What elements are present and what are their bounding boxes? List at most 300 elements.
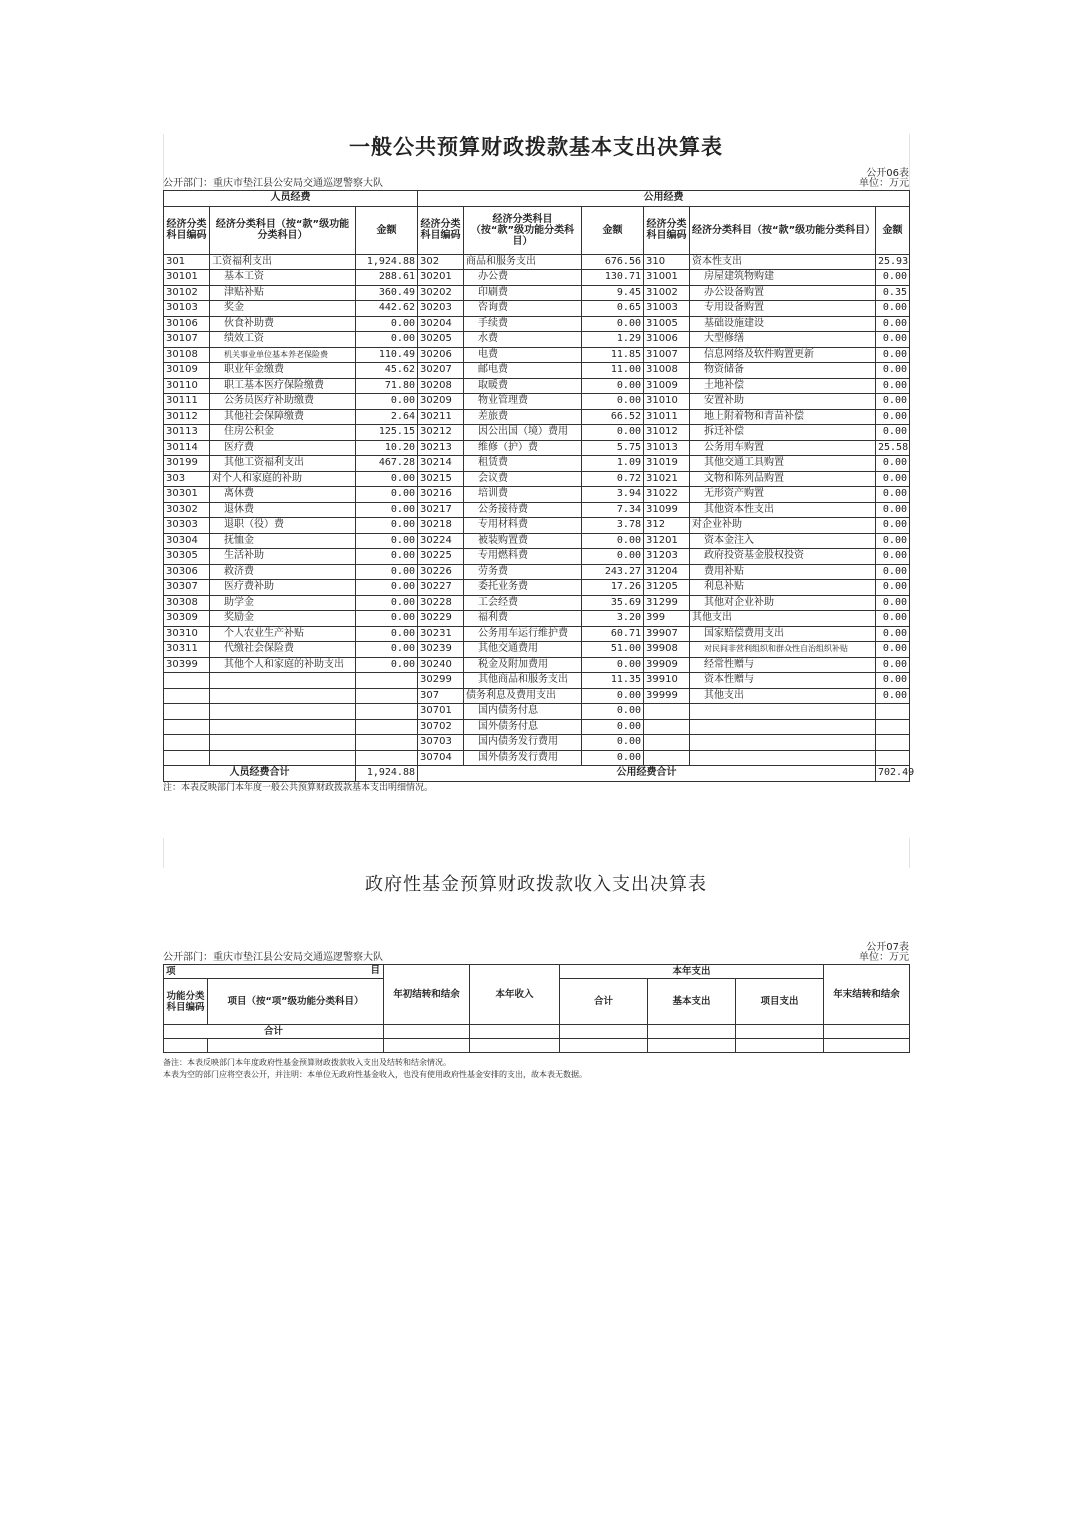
cell-name: 地上附着物和青苗补偿 <box>690 409 876 425</box>
cell-name: 邮电费 <box>464 363 582 379</box>
cell-amount: 130.71 <box>582 270 644 286</box>
cell-amount: 9.45 <box>582 285 644 301</box>
cell-code: 31007 <box>644 347 690 363</box>
cell-amount: 0.00 <box>356 564 418 580</box>
empty-cell <box>164 1039 208 1053</box>
cell-amount: 0.00 <box>876 363 910 379</box>
cell-amount: 11.85 <box>582 347 644 363</box>
cell-name: 咨询费 <box>464 301 582 317</box>
cell-amount: 0.00 <box>876 425 910 441</box>
cell-name: 奖励金 <box>210 611 356 627</box>
cell-amount: 0.35 <box>876 285 910 301</box>
cell-amount: 0.00 <box>356 332 418 348</box>
cell-code: 30199 <box>164 456 210 472</box>
table-row <box>164 688 910 704</box>
cell-amount: 0.00 <box>876 595 910 611</box>
cell-amount: 0.00 <box>876 642 910 658</box>
table2-unit: 单位：万元 <box>859 952 909 963</box>
cell-name: 工会经费 <box>464 595 582 611</box>
col-code-header: 经济分类科目编码 <box>418 206 464 254</box>
cell-name: 办公费 <box>464 270 582 286</box>
empty-cell <box>384 1039 470 1053</box>
cell-amount: 0.00 <box>582 549 644 565</box>
table-row <box>164 409 910 425</box>
cell-name <box>690 719 876 735</box>
cell-amount: 0.00 <box>876 332 910 348</box>
table-row <box>164 347 910 363</box>
cell-code: 30211 <box>418 409 464 425</box>
cell-code: 31204 <box>644 564 690 580</box>
cell-code: 30310 <box>164 626 210 642</box>
cell-name: 专用材料费 <box>464 518 582 534</box>
cell-amount <box>356 719 418 735</box>
cell-code: 30114 <box>164 440 210 456</box>
cell-amount: 0.00 <box>582 394 644 410</box>
table-row <box>164 363 910 379</box>
income-header: 本年收入 <box>470 965 560 1025</box>
total-cell <box>384 1025 470 1039</box>
cell-name: 其他商品和服务支出 <box>464 673 582 689</box>
cell-name: 政府投资基金股权投资 <box>690 549 876 565</box>
cell-code: 30213 <box>418 440 464 456</box>
table1-dept: 公开部门：重庆市垫江县公安局交通巡逻警察大队 <box>163 178 383 189</box>
cell-amount: 1.29 <box>582 332 644 348</box>
empty-cell <box>470 1039 560 1053</box>
cell-amount: 442.62 <box>356 301 418 317</box>
cell-code <box>164 750 210 766</box>
cell-name: 债务利息及费用支出 <box>464 688 582 704</box>
table-row <box>164 719 910 735</box>
cell-code <box>644 735 690 751</box>
cell-amount: 0.00 <box>876 316 910 332</box>
cell-name: 退职（役）费 <box>210 518 356 534</box>
table-row <box>164 595 910 611</box>
cell-code: 30305 <box>164 549 210 565</box>
cell-code: 31022 <box>644 487 690 503</box>
cell-amount <box>876 704 910 720</box>
cell-code: 31006 <box>644 332 690 348</box>
cell-code: 30202 <box>418 285 464 301</box>
cell-code: 30203 <box>418 301 464 317</box>
cell-name: 房屋建筑物购建 <box>690 270 876 286</box>
cell-name: 物业管理费 <box>464 394 582 410</box>
table-row <box>164 270 910 286</box>
sheet-gridline <box>909 838 910 868</box>
cell-amount: 0.00 <box>582 533 644 549</box>
cell-name: 电费 <box>464 347 582 363</box>
cell-code: 31011 <box>644 409 690 425</box>
cell-amount: 0.00 <box>582 750 644 766</box>
cell-amount: 0.00 <box>876 378 910 394</box>
cell-name <box>210 688 356 704</box>
cell-code: 31008 <box>644 363 690 379</box>
cell-name: 公务接待费 <box>464 502 582 518</box>
general-budget-table-section <box>163 130 915 795</box>
cell-name: 代缴社会保险费 <box>210 642 356 658</box>
cell-name: 生活补助 <box>210 549 356 565</box>
cell-code: 30299 <box>418 673 464 689</box>
item-name-header: 项目（按“项”级功能分类科目） <box>208 979 384 1025</box>
cell-amount <box>356 750 418 766</box>
table-row <box>164 332 910 348</box>
cell-code: 30304 <box>164 533 210 549</box>
cell-code: 30307 <box>164 580 210 596</box>
cell-name: 公务用车运行维护费 <box>464 626 582 642</box>
cell-code: 30704 <box>418 750 464 766</box>
cell-amount: 110.49 <box>356 347 418 363</box>
cell-amount: 0.00 <box>876 347 910 363</box>
cell-name: 伙食补助费 <box>210 316 356 332</box>
cell-amount: 0.00 <box>876 518 910 534</box>
public-total-value: 702.49 <box>876 766 910 782</box>
cell-name: 职业年金缴费 <box>210 363 356 379</box>
cell-code: 31013 <box>644 440 690 456</box>
total-label: 合计 <box>164 1025 384 1039</box>
cell-code: 30101 <box>164 270 210 286</box>
cell-amount: 0.00 <box>876 533 910 549</box>
cell-name: 其他工资福利支出 <box>210 456 356 472</box>
cell-code: 301 <box>164 254 210 270</box>
cell-name: 助学金 <box>210 595 356 611</box>
table-row <box>164 301 910 317</box>
col-name-header: 经济分类科目（按“款”级功能分类科目） <box>464 206 582 254</box>
cell-amount: 0.00 <box>582 704 644 720</box>
total-cell <box>736 1025 824 1039</box>
cell-name: 劳务费 <box>464 564 582 580</box>
cell-code: 31019 <box>644 456 690 472</box>
cell-code: 30399 <box>164 657 210 673</box>
cell-code: 31099 <box>644 502 690 518</box>
table-row <box>164 735 910 751</box>
table-row <box>164 456 910 472</box>
cell-amount: 25.93 <box>876 254 910 270</box>
table-row <box>164 316 910 332</box>
cell-amount: 0.00 <box>582 378 644 394</box>
cell-name: 其他资本性支出 <box>690 502 876 518</box>
cell-code: 30216 <box>418 487 464 503</box>
cell-name: 公务员医疗补助缴费 <box>210 394 356 410</box>
cell-code: 30309 <box>164 611 210 627</box>
cell-name: 资本性支出 <box>690 254 876 270</box>
table-row <box>164 394 910 410</box>
cell-name: 土地补偿 <box>690 378 876 394</box>
cell-name: 商品和服务支出 <box>464 254 582 270</box>
col-amount-header: 金额 <box>582 206 644 254</box>
cell-code: 31201 <box>644 533 690 549</box>
cell-code: 30207 <box>418 363 464 379</box>
cell-name: 绩效工资 <box>210 332 356 348</box>
cell-name: 国内债务发行费用 <box>464 735 582 751</box>
cell-code: 31009 <box>644 378 690 394</box>
empty-cell <box>736 1039 824 1053</box>
cell-code: 302 <box>418 254 464 270</box>
sheet-gridline <box>909 134 910 194</box>
cell-code: 30701 <box>418 704 464 720</box>
cell-code: 30215 <box>418 471 464 487</box>
table1-unit: 单位：万元 <box>859 178 909 189</box>
table-row <box>164 580 910 596</box>
cell-amount: 0.00 <box>876 502 910 518</box>
cell-name: 会议费 <box>464 471 582 487</box>
cell-code <box>164 735 210 751</box>
cell-name: 培训费 <box>464 487 582 503</box>
cell-code: 30212 <box>418 425 464 441</box>
cell-amount: 0.00 <box>356 487 418 503</box>
cell-name: 工资福利支出 <box>210 254 356 270</box>
cell-name <box>210 750 356 766</box>
cell-amount: 0.00 <box>876 626 910 642</box>
cell-name <box>210 673 356 689</box>
cell-name <box>210 704 356 720</box>
cell-code: 30226 <box>418 564 464 580</box>
empty-cell <box>648 1039 736 1053</box>
cell-name: 大型修缮 <box>690 332 876 348</box>
cell-amount: 0.00 <box>356 518 418 534</box>
cell-name: 个人农业生产补贴 <box>210 626 356 642</box>
cell-code: 30703 <box>418 735 464 751</box>
cell-name: 医疗费 <box>210 440 356 456</box>
empty-cell <box>560 1039 648 1053</box>
table-row <box>164 285 910 301</box>
cell-amount: 467.28 <box>356 456 418 472</box>
cell-amount: 0.00 <box>356 580 418 596</box>
cell-name: 对企业补助 <box>690 518 876 534</box>
cell-amount: 0.00 <box>356 657 418 673</box>
table-row <box>164 518 910 534</box>
cell-amount: 0.00 <box>356 611 418 627</box>
cell-amount: 0.00 <box>582 657 644 673</box>
cell-code: 30201 <box>418 270 464 286</box>
cell-code: 30217 <box>418 502 464 518</box>
cell-code: 30209 <box>418 394 464 410</box>
cell-name: 津贴补贴 <box>210 285 356 301</box>
cell-code: 310 <box>644 254 690 270</box>
cell-code: 30702 <box>418 719 464 735</box>
cell-code: 39907 <box>644 626 690 642</box>
cell-amount: 0.00 <box>356 595 418 611</box>
cell-amount: 51.00 <box>582 642 644 658</box>
cell-amount: 0.00 <box>356 316 418 332</box>
cell-name: 专用燃料费 <box>464 549 582 565</box>
cell-code: 39999 <box>644 688 690 704</box>
cell-name: 对个人和家庭的补助 <box>210 471 356 487</box>
table-row <box>164 487 910 503</box>
cell-code: 30240 <box>418 657 464 673</box>
cell-amount <box>356 704 418 720</box>
table1-code: 公开06表 <box>866 168 909 179</box>
cell-name: 文物和陈列品购置 <box>690 471 876 487</box>
cell-code: 39908 <box>644 642 690 658</box>
cell-name: 医疗费补助 <box>210 580 356 596</box>
cell-name: 信息网络及软件购置更新 <box>690 347 876 363</box>
cell-amount: 125.15 <box>356 425 418 441</box>
cell-name: 租赁费 <box>464 456 582 472</box>
cell-code: 31203 <box>644 549 690 565</box>
table-row <box>164 657 910 673</box>
cell-code: 31299 <box>644 595 690 611</box>
cell-code: 30204 <box>418 316 464 332</box>
cell-amount: 0.00 <box>876 549 910 565</box>
cell-code: 31205 <box>644 580 690 596</box>
table-row <box>164 564 910 580</box>
mu-header: 目 <box>370 965 381 976</box>
cell-code: 30218 <box>418 518 464 534</box>
cell-name <box>690 750 876 766</box>
cell-name: 无形资产购置 <box>690 487 876 503</box>
cell-amount: 11.00 <box>582 363 644 379</box>
cell-name: 国外债务发行费用 <box>464 750 582 766</box>
cell-code <box>164 673 210 689</box>
cell-code <box>164 719 210 735</box>
cell-amount <box>876 735 910 751</box>
cell-code: 399 <box>644 611 690 627</box>
cell-code: 30308 <box>164 595 210 611</box>
cell-name: 住房公积金 <box>210 425 356 441</box>
cell-name: 安置补助 <box>690 394 876 410</box>
col-amount-header: 金额 <box>876 206 910 254</box>
cell-name: 经常性赠与 <box>690 657 876 673</box>
cell-amount: 676.56 <box>582 254 644 270</box>
fund-income-expense-table <box>163 964 910 1053</box>
cell-name: 基础设施建设 <box>690 316 876 332</box>
cell-name: 资本金注入 <box>690 533 876 549</box>
cell-name: 国外债务付息 <box>464 719 582 735</box>
empty-cell <box>208 1039 384 1053</box>
cell-name: 手续费 <box>464 316 582 332</box>
cell-amount: 5.75 <box>582 440 644 456</box>
cell-name: 基本工资 <box>210 270 356 286</box>
cell-amount: 25.58 <box>876 440 910 456</box>
cell-amount: 0.00 <box>582 735 644 751</box>
cell-code: 312 <box>644 518 690 534</box>
cell-amount: 45.62 <box>356 363 418 379</box>
cell-code: 31001 <box>644 270 690 286</box>
cell-code: 30229 <box>418 611 464 627</box>
cell-name: 福利费 <box>464 611 582 627</box>
cell-amount: 17.26 <box>582 580 644 596</box>
cell-code: 30205 <box>418 332 464 348</box>
cell-name: 维修（护）费 <box>464 440 582 456</box>
cell-code: 31003 <box>644 301 690 317</box>
cell-name: 奖金 <box>210 301 356 317</box>
cell-name: 专用设备购置 <box>690 301 876 317</box>
cell-name: 利息补贴 <box>690 580 876 596</box>
cell-code: 31021 <box>644 471 690 487</box>
cell-name: 水费 <box>464 332 582 348</box>
personnel-total-value: 1,924.88 <box>356 766 418 782</box>
cell-code: 30225 <box>418 549 464 565</box>
table2-title: 政府性基金预算财政拨款收入支出决算表 <box>365 874 707 895</box>
total-cell <box>824 1025 910 1039</box>
cell-code: 30228 <box>418 595 464 611</box>
item-header: 项 <box>166 966 176 977</box>
item-header-cell <box>164 965 384 979</box>
cell-name <box>690 704 876 720</box>
cell-name: 退休费 <box>210 502 356 518</box>
cell-amount: 0.00 <box>582 316 644 332</box>
cell-name: 其他支出 <box>690 688 876 704</box>
cell-name: 印刷费 <box>464 285 582 301</box>
cell-amount <box>356 673 418 689</box>
cell-code: 30108 <box>164 347 210 363</box>
cell-amount: 66.52 <box>582 409 644 425</box>
cell-amount: 0.72 <box>582 471 644 487</box>
function-code-header: 功能分类科目编码 <box>164 979 208 1025</box>
table1-title: 一般公共预算财政拨款基本支出决算表 <box>349 135 723 159</box>
cell-amount: 0.00 <box>582 688 644 704</box>
cell-name: 办公设备购置 <box>690 285 876 301</box>
col-name-header: 经济分类科目（按“款”级功能分类科目） <box>690 206 876 254</box>
cell-code: 30103 <box>164 301 210 317</box>
cell-name: 其他支出 <box>690 611 876 627</box>
cell-code: 31012 <box>644 425 690 441</box>
cell-code: 30102 <box>164 285 210 301</box>
cell-code: 30110 <box>164 378 210 394</box>
cell-amount <box>356 735 418 751</box>
cell-name: 对民间非营利组织和群众性自治组织补贴 <box>690 642 876 658</box>
cell-amount: 0.00 <box>582 425 644 441</box>
cell-code: 30306 <box>164 564 210 580</box>
cell-name: 其他社会保障缴费 <box>210 409 356 425</box>
cell-amount: 0.00 <box>876 673 910 689</box>
table-row <box>164 425 910 441</box>
cell-amount: 0.00 <box>356 394 418 410</box>
cell-amount <box>876 750 910 766</box>
cell-amount: 288.61 <box>356 270 418 286</box>
cell-amount: 0.00 <box>876 471 910 487</box>
public-expense-header: 公用经费 <box>418 191 910 207</box>
basic-expenditure-table <box>163 190 915 782</box>
cell-amount: 0.00 <box>876 688 910 704</box>
cell-name: 抚恤金 <box>210 533 356 549</box>
table2-note2: 本表为空的部门应将空表公开，并注明：本单位无政府性基金收入，也没有使用政府性基金安排的支出，故本表无数据。 <box>163 1070 587 1079</box>
cell-code: 31005 <box>644 316 690 332</box>
cell-code: 30231 <box>418 626 464 642</box>
cell-amount: 0.00 <box>876 270 910 286</box>
cell-name <box>210 735 356 751</box>
table-row <box>164 750 910 766</box>
fund-budget-table-section <box>163 868 909 1081</box>
cell-code: 30239 <box>418 642 464 658</box>
cell-code: 30113 <box>164 425 210 441</box>
cell-amount: 1,924.88 <box>356 254 418 270</box>
cell-code: 30107 <box>164 332 210 348</box>
cell-amount <box>876 719 910 735</box>
cell-code: 39910 <box>644 673 690 689</box>
cell-amount: 10.20 <box>356 440 418 456</box>
cell-code: 30109 <box>164 363 210 379</box>
table-row <box>164 673 910 689</box>
table2-note1: 备注：本表反映部门本年度政府性基金预算财政拨款收入支出及结转和结余情况。 <box>163 1058 451 1067</box>
total-cell <box>470 1025 560 1039</box>
cell-amount: 0.00 <box>356 471 418 487</box>
cell-amount: 3.94 <box>582 487 644 503</box>
cell-amount: 71.80 <box>356 378 418 394</box>
table-row <box>164 642 910 658</box>
cell-name: 救济费 <box>210 564 356 580</box>
cell-amount: 0.00 <box>356 642 418 658</box>
cell-amount: 0.00 <box>876 409 910 425</box>
cell-name: 拆迁补偿 <box>690 425 876 441</box>
begin-balance-header: 年初结转和结余 <box>384 965 470 1025</box>
basic-expense-header: 基本支出 <box>648 979 736 1025</box>
cell-amount: 3.78 <box>582 518 644 534</box>
table1-note: 注：本表反映部门本年度一般公共预算财政拨款基本支出明细情况。 <box>163 782 434 793</box>
col-amount-header: 金额 <box>356 206 418 254</box>
empty-cell <box>824 1039 910 1053</box>
cell-amount: 11.35 <box>582 673 644 689</box>
cell-amount <box>356 688 418 704</box>
